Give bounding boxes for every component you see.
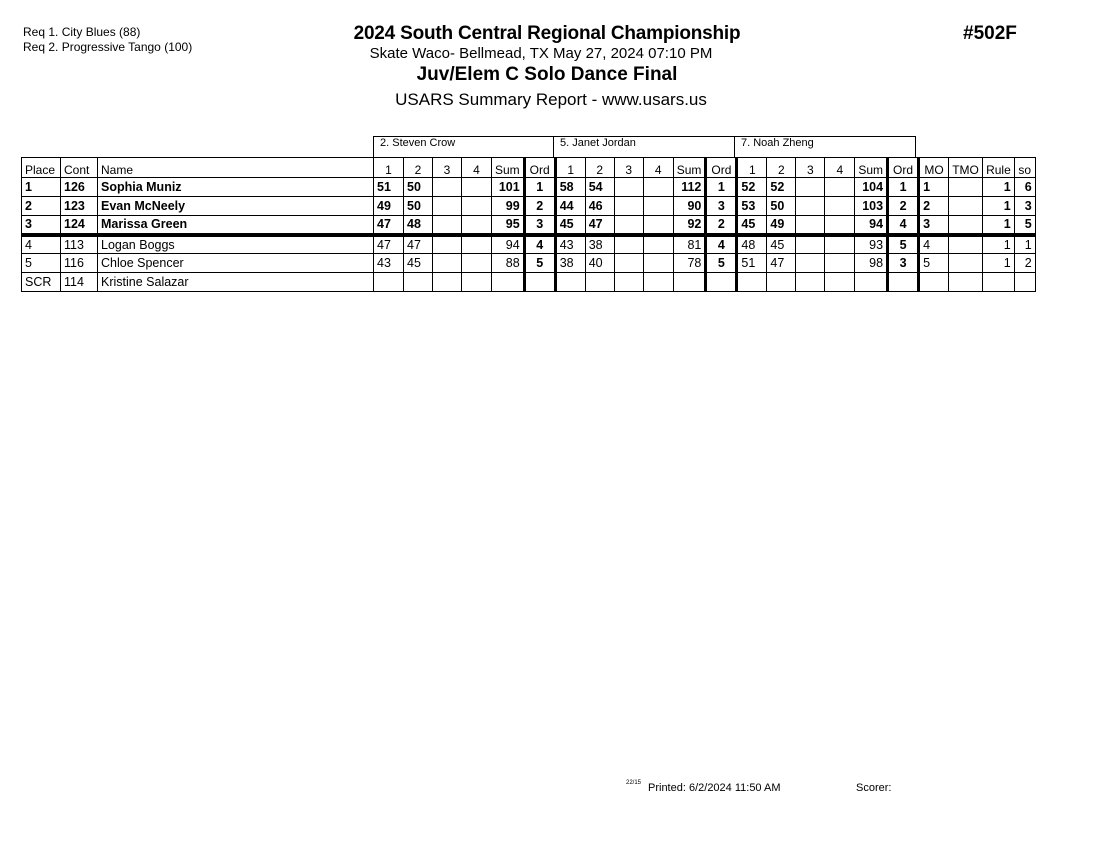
judge-score-cell: 51 [737,254,767,273]
column-header: Rule [983,158,1015,178]
judge-sum-cell: 103 [855,197,888,216]
judge-ordinal-cell: 4 [888,216,919,235]
judge-score-cell: 58 [555,178,585,197]
table-row [22,254,1036,273]
judge-sum-cell [492,273,525,292]
judge-sum-cell: 94 [855,216,888,235]
judge-sum-cell: 112 [673,178,706,197]
rule-cell: 1 [983,197,1015,216]
column-header: 1 [737,158,767,178]
requirement-2: Req 2. Progressive Tango (100) [23,40,193,54]
judge-sum-cell: 94 [492,235,525,254]
judge-score-cell: 45 [737,216,767,235]
judge-score-cell: 47 [374,235,404,254]
mo-cell [919,273,949,292]
judge-score-cell: 38 [555,254,585,273]
tmo-cell [949,254,983,273]
judge-score-cell [374,273,404,292]
judge-score-cell: 44 [555,197,585,216]
judge-sum-cell: 101 [492,178,525,197]
judge-ordinal-cell: 5 [888,235,919,254]
judge-score-cell [825,254,855,273]
judge-score-cell [433,235,462,254]
column-header: Cont [61,158,98,178]
table-row [22,273,1036,292]
so-cell: 6 [1014,178,1035,197]
requirement-1: Req 1. City Blues (88) [23,25,141,39]
judge-score-cell: 50 [767,197,796,216]
column-header: MO [919,158,949,178]
judge-score-cell [433,216,462,235]
judge-score-cell [462,178,492,197]
judge-ordinal-cell: 4 [524,235,555,254]
judge-ordinal-cell: 5 [706,254,737,273]
judge-score-cell: 43 [374,254,404,273]
judge-sum-cell: 95 [492,216,525,235]
judge-score-cell [643,235,673,254]
rule-cell: 1 [983,178,1015,197]
judge-sum-cell: 92 [673,216,706,235]
judge-score-cell: 54 [585,178,614,197]
place-cell: 1 [22,178,61,197]
judge-score-cell: 45 [404,254,433,273]
table-row [22,197,1036,216]
judge-sum-cell [855,273,888,292]
event-number: #502F [963,23,1017,44]
judge-score-cell: 48 [404,216,433,235]
rule-cell: 1 [983,216,1015,235]
scorer-label: Scorer: [856,782,892,794]
judge-score-cell [643,254,673,273]
judge-ordinal-cell: 5 [524,254,555,273]
judge-score-cell [462,197,492,216]
judge-score-cell [433,197,462,216]
column-header: 3 [433,158,462,178]
judge-2-header: 5. Janet Jordan [553,136,735,157]
judge-ordinal-cell: 1 [524,178,555,197]
judge-score-cell [614,216,643,235]
judge-score-cell [767,273,796,292]
judge-sum-cell: 99 [492,197,525,216]
judge-score-cell [462,273,492,292]
judge-score-cell [737,273,767,292]
place-cell: 2 [22,197,61,216]
judge-score-cell: 48 [737,235,767,254]
rule-cell: 1 [983,254,1015,273]
tmo-cell [949,216,983,235]
judge-score-cell [825,216,855,235]
column-header: Ord [888,158,919,178]
judge-score-cell: 45 [555,216,585,235]
judge-ordinal-cell [524,273,555,292]
judge-ordinal-cell: 3 [524,216,555,235]
judge-score-cell: 47 [374,216,404,235]
judge-sum-cell: 90 [673,197,706,216]
judge-score-cell: 52 [767,178,796,197]
judge-ordinal-cell: 4 [706,235,737,254]
judge-score-cell: 45 [767,235,796,254]
column-header: Place [22,158,61,178]
judge-score-cell: 50 [404,197,433,216]
table-row [22,216,1036,235]
column-header: Ord [706,158,737,178]
rule-cell [983,273,1015,292]
judge-score-cell [404,273,433,292]
print-mark: 22/15 [626,780,642,786]
judge-ordinal-cell: 3 [706,197,737,216]
skater-name-cell: Sophia Muniz [98,178,374,197]
judge-sum-cell: 78 [673,254,706,273]
judge-sum-cell: 93 [855,235,888,254]
judge-ordinal-cell: 1 [888,178,919,197]
judge-ordinal-cell [888,273,919,292]
skater-name-cell: Logan Boggs [98,235,374,254]
judge-1-header: 2. Steven Crow [373,136,554,157]
skater-name-cell: Kristine Salazar [98,273,374,292]
judge-score-cell [614,254,643,273]
judge-sum-cell: 98 [855,254,888,273]
column-header: Sum [492,158,525,178]
judge-score-cell [825,178,855,197]
judge-score-cell [825,235,855,254]
so-cell [1014,273,1035,292]
judge-score-cell: 51 [374,178,404,197]
tmo-cell [949,273,983,292]
column-header: Sum [855,158,888,178]
skater-name-cell: Chloe Spencer [98,254,374,273]
judge-score-cell [433,178,462,197]
judge-score-cell: 40 [585,254,614,273]
mo-cell: 5 [919,254,949,273]
tmo-cell [949,178,983,197]
column-header: TMO [949,158,983,178]
judge-score-cell: 47 [767,254,796,273]
so-cell: 2 [1014,254,1035,273]
contestant-number-cell: 113 [61,235,98,254]
judge-score-cell [796,216,825,235]
judge-score-cell: 49 [374,197,404,216]
column-header: 3 [614,158,643,178]
judge-score-cell [796,178,825,197]
judge-ordinal-cell: 2 [706,216,737,235]
judge-score-cell [796,197,825,216]
judge-score-cell [643,197,673,216]
judge-sum-cell: 104 [855,178,888,197]
rule-cell: 1 [983,235,1015,254]
column-header: 2 [585,158,614,178]
judge-score-cell [462,216,492,235]
judge-score-cell: 50 [404,178,433,197]
judge-score-cell: 53 [737,197,767,216]
venue-date: Skate Waco- Bellmead, TX May 27, 2024 07:10 PM [369,45,713,62]
judge-score-cell [825,273,855,292]
table-header-row [22,158,1036,178]
judge-score-cell: 52 [737,178,767,197]
judge-score-cell [825,197,855,216]
contestant-number-cell: 123 [61,197,98,216]
so-cell: 1 [1014,235,1035,254]
event-title: Juv/Elem C Solo Dance Final [416,64,678,85]
skater-name-cell: Marissa Green [98,216,374,235]
contestant-number-cell: 124 [61,216,98,235]
column-header: 1 [374,158,404,178]
mo-cell: 4 [919,235,949,254]
judge-score-cell: 38 [585,235,614,254]
judge-sum-cell [673,273,706,292]
column-header: Name [98,158,374,178]
judge-score-cell [796,273,825,292]
judge-sum-cell: 81 [673,235,706,254]
judge-score-cell [643,178,673,197]
skater-name-cell: Evan McNeely [98,197,374,216]
table-row [22,178,1036,197]
mo-cell: 1 [919,178,949,197]
column-header: Sum [673,158,706,178]
judge-score-cell: 47 [404,235,433,254]
printed-timestamp: Printed: 6/2/2024 11:50 AM [648,782,781,794]
judge-score-cell: 43 [555,235,585,254]
judge-ordinal-cell: 2 [888,197,919,216]
report-title: USARS Summary Report - www.usars.us [395,90,707,109]
tmo-cell [949,235,983,254]
judge-score-cell [796,235,825,254]
column-header: so [1014,158,1035,178]
column-header: 2 [404,158,433,178]
judge-ordinal-cell: 2 [524,197,555,216]
so-cell: 5 [1014,216,1035,235]
judge-score-cell [614,273,643,292]
contestant-number-cell: 126 [61,178,98,197]
place-cell: 5 [22,254,61,273]
judge-score-cell [796,254,825,273]
column-header: 4 [643,158,673,178]
judge-score-cell [614,197,643,216]
column-header: 4 [462,158,492,178]
place-cell: SCR [22,273,61,292]
judge-score-cell [462,254,492,273]
column-header: 3 [796,158,825,178]
place-cell: 3 [22,216,61,235]
judge-sum-cell: 88 [492,254,525,273]
results-table [21,157,1036,292]
column-header: 4 [825,158,855,178]
judge-ordinal-cell: 1 [706,178,737,197]
place-cell: 4 [22,235,61,254]
competition-title: 2024 South Central Regional Championship [353,23,741,44]
column-header: 1 [555,158,585,178]
contestant-number-cell: 114 [61,273,98,292]
judge-score-cell: 47 [585,216,614,235]
judge-3-header: 7. Noah Zheng [734,136,916,157]
contestant-number-cell: 116 [61,254,98,273]
judge-ordinal-cell [706,273,737,292]
tmo-cell [949,197,983,216]
judge-score-cell: 46 [585,197,614,216]
column-header: 2 [767,158,796,178]
judge-score-cell [643,216,673,235]
mo-cell: 2 [919,197,949,216]
column-header: Ord [524,158,555,178]
judge-score-cell [614,178,643,197]
judge-score-cell [555,273,585,292]
judge-score-cell [462,235,492,254]
mo-cell: 3 [919,216,949,235]
table-row [22,235,1036,254]
judge-ordinal-cell: 3 [888,254,919,273]
judge-score-cell: 49 [767,216,796,235]
judge-score-cell [614,235,643,254]
so-cell: 3 [1014,197,1035,216]
judge-score-cell [643,273,673,292]
judge-score-cell [585,273,614,292]
judge-score-cell [433,254,462,273]
judge-score-cell [433,273,462,292]
